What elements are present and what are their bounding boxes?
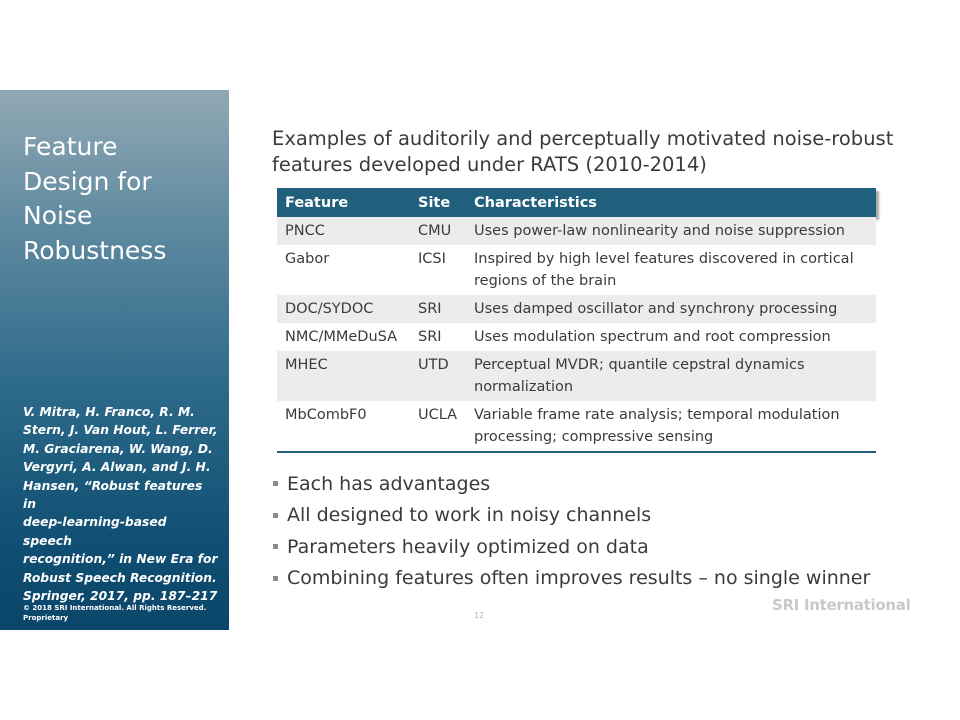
cell-site: SRI: [418, 329, 442, 345]
citation-line: V. Mitra, H. Franco, R. M.: [23, 405, 195, 419]
citation-line: deep-learning-based speech: [23, 515, 167, 548]
table-header-row: [277, 188, 876, 217]
slide-title-line: Robustness: [23, 235, 167, 265]
bullet-text: Each has advantages: [287, 472, 491, 495]
table-row: [277, 217, 876, 245]
citation-line: Stern, J. Van Hout, L. Ferrer,: [23, 423, 218, 438]
bullet-item: [272, 500, 932, 532]
copyright-notice: © 2018 SRI International. All Rights Reserved. Proprietary: [23, 604, 207, 622]
cell-feature: Gabor: [285, 251, 330, 267]
cell-feature: MHEC: [285, 357, 328, 373]
table-row: [277, 401, 876, 451]
slide-title-line: Noise: [23, 201, 93, 230]
slide-title-line: Design for: [23, 166, 152, 196]
citation-line: Vergyri, A. Alwan, and J. H.: [23, 460, 211, 475]
bullet-list: [272, 468, 932, 594]
citation-line: M. Graciarena, W. Wang, D.: [23, 441, 213, 456]
slide-title: [23, 130, 223, 268]
citation-line: Springer, 2017, pp. 187–217: [23, 589, 218, 604]
header-feature: Feature: [285, 194, 349, 211]
sidebar-panel: [0, 90, 229, 630]
slide-title-line: Feature: [23, 132, 118, 161]
cell-characteristics: Variable frame rate analysis; temporal modulation processing; compressive sensing: [474, 407, 840, 445]
bullet-text: Parameters heavily optimized on data: [287, 535, 649, 558]
cell-characteristics: Perceptual MVDR; quantile cepstral dynamics normalization: [474, 357, 805, 395]
section-heading: [272, 126, 922, 178]
citation-line: Hansen, “Robust features in: [23, 478, 203, 512]
cell-site: ICSI: [418, 251, 446, 267]
table-bottom-border: [277, 451, 876, 453]
table-row: [277, 323, 876, 351]
square-bullet-icon: [273, 576, 278, 581]
table-row: [277, 295, 876, 323]
bullet-text: Combining features often improves results – no single winner: [287, 567, 871, 590]
slide: [0, 90, 960, 630]
bullet-item: [272, 531, 932, 563]
sri-logo: SRI International: [772, 596, 911, 614]
cell-site: UTD: [418, 357, 449, 373]
cell-characteristics: Uses damped oscillator and synchrony processing: [474, 301, 838, 317]
square-bullet-icon: [273, 513, 278, 518]
table-row: [277, 245, 876, 295]
square-bullet-icon: [273, 481, 278, 486]
page-number: 12: [474, 611, 485, 620]
heading-line: Examples of auditorily and perceptually motivated noise-robust: [272, 127, 894, 150]
bullet-text: All designed to work in noisy channels: [287, 504, 652, 527]
header-site: Site: [418, 194, 451, 211]
citation-line: recognition,” in New Era for: [23, 552, 218, 567]
header-characteristics: Characteristics: [474, 194, 597, 211]
features-table: [277, 188, 876, 453]
cell-feature: DOC/SYDOC: [285, 301, 374, 317]
cell-feature: NMC/MMeDuSA: [285, 329, 398, 345]
cell-feature: PNCC: [285, 223, 325, 239]
citation: [23, 403, 219, 605]
bullet-item: [272, 563, 932, 595]
citation-line: Robust Speech Recognition.: [23, 570, 217, 585]
heading-line: features developed under RATS (2010-2014): [272, 153, 707, 176]
square-bullet-icon: [273, 544, 278, 549]
cell-characteristics: Uses modulation spectrum and root compression: [474, 329, 831, 345]
cell-site: CMU: [418, 223, 452, 239]
bullet-item: [272, 468, 932, 500]
table-row: [277, 351, 876, 401]
cell-characteristics: Inspired by high level features discovered in cortical regions of the brain: [474, 251, 854, 289]
cell-site: UCLA: [418, 407, 458, 423]
cell-characteristics: Uses power-law nonlinearity and noise suppression: [474, 223, 845, 239]
cell-feature: MbCombF0: [285, 407, 367, 423]
cell-site: SRI: [418, 301, 442, 317]
